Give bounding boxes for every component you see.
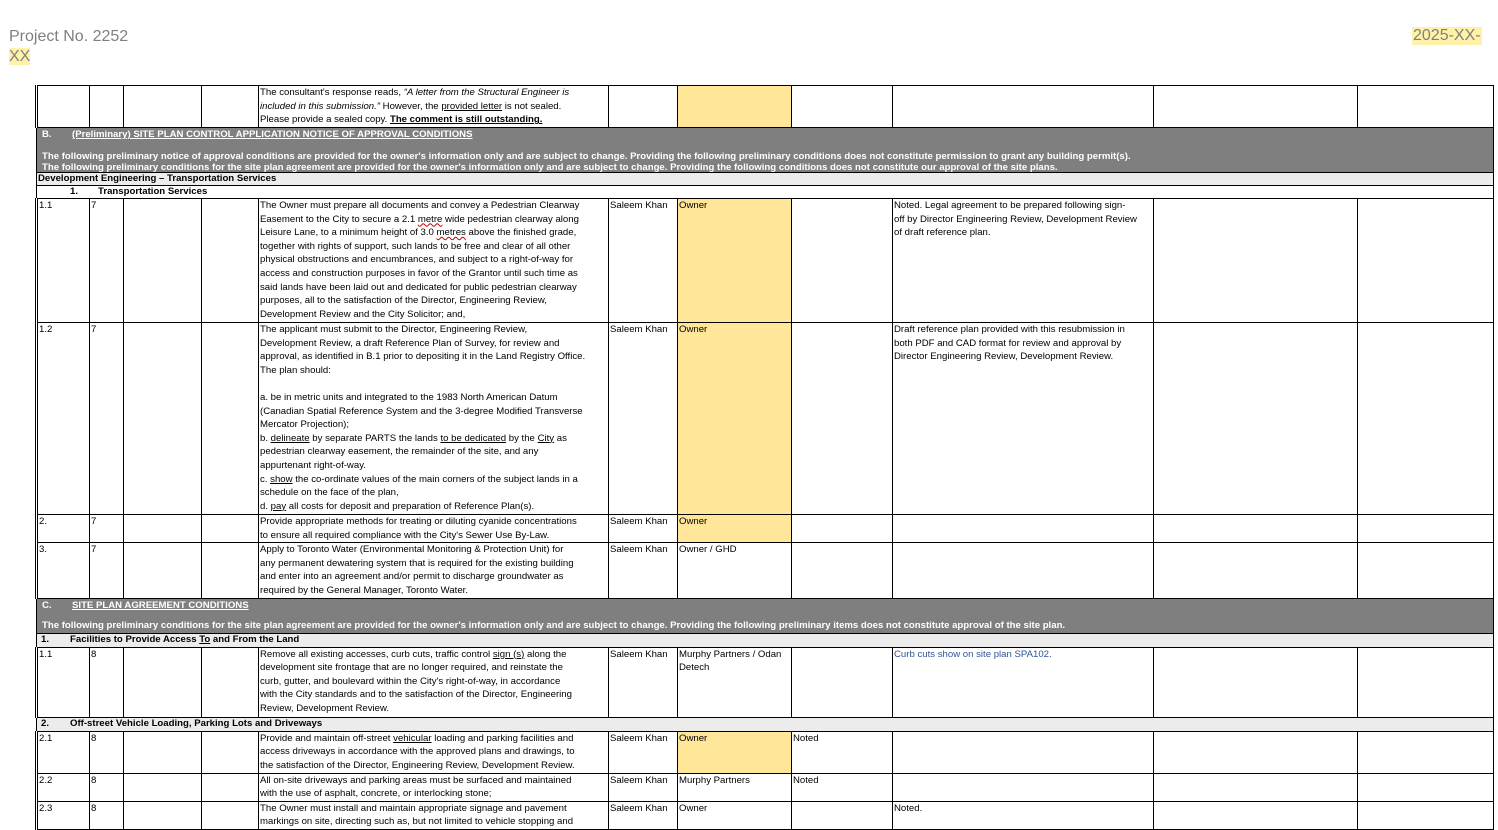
cell	[792, 515, 893, 543]
section-title: SITE PLAN AGREEMENT CONDITIONS	[72, 599, 249, 611]
subheading-row	[37, 717, 1494, 731]
reviewer-cell: Saleem Khan	[609, 801, 678, 829]
page-ref: 8	[90, 801, 124, 829]
cell	[1154, 773, 1358, 801]
comment-table	[35, 85, 1494, 830]
cell	[202, 86, 259, 128]
response-cell[interactable]	[893, 731, 1154, 773]
response-cell[interactable]: Noted.	[893, 801, 1154, 829]
comment-cell[interactable]: All on-site driveways and parking areas must be surfaced and maintained with the use of asphalt, concrete, or interlocking stone;	[259, 773, 609, 801]
comment-cell[interactable]: Remove all existing accesses, curb cuts, traffic control sign (s) along the development site frontage that are no longer required, and reinstate the curb, gutter, and boulevard within the City's right-of-way, in accordance with the City standards and to the satisfaction of the Director, Engineering Review, Development Review.	[259, 647, 609, 717]
cell	[202, 731, 259, 773]
cell	[1358, 647, 1494, 717]
page-ref: 7	[90, 199, 124, 323]
table-row	[37, 731, 1494, 773]
status-cell: Noted	[792, 731, 893, 773]
cell	[124, 647, 202, 717]
date-placeholder: 2025-XX-	[1413, 27, 1481, 44]
project-number-text: Project No. 2252	[9, 28, 129, 45]
section-band	[37, 598, 1494, 633]
table-row	[37, 543, 1494, 598]
cell	[124, 773, 202, 801]
response-cell[interactable]	[893, 773, 1154, 801]
responsibility-cell[interactable]: Murphy Partners	[678, 773, 792, 801]
table-row	[37, 323, 1494, 515]
section-b-cell	[37, 128, 1494, 173]
comment-cell[interactable]: Apply to Toronto Water (Environmental Monitoring & Protection Unit) for any permanent dewatering system that is required for the existing building and enter into an agreement and/or permit to discharge groundwater as required by the General Manager, Toronto Water.	[259, 543, 609, 598]
comment-cell[interactable]: Provide and maintain off-street vehicular loading and parking facilities and access driveways in accordance with the approved plans and drawings, to the satisfaction of the Director, Engineering Review, Development Review.	[259, 731, 609, 773]
cell	[792, 86, 893, 128]
cell	[1358, 199, 1494, 323]
section-note: The following preliminary conditions for the site plan agreement are provided for the owner's information only and are subject to change. Providing the following conditions does not constitute our approval of the site plans.	[42, 162, 1058, 172]
cell	[124, 543, 202, 598]
cell	[37, 86, 90, 128]
reviewer-cell: Saleem Khan	[609, 731, 678, 773]
cell	[1154, 323, 1358, 515]
comment-cell[interactable]: The Owner must install and maintain appropriate signage and pavement markings on site, directing such as, but not limited to vehicle stopping and	[259, 801, 609, 829]
cell	[124, 801, 202, 829]
section-c-cell	[37, 598, 1494, 633]
reviewer-cell: Saleem Khan	[609, 773, 678, 801]
reviewer-cell: Saleem Khan	[609, 323, 678, 515]
subheading-row	[37, 633, 1494, 647]
cell	[202, 801, 259, 829]
cell	[1154, 731, 1358, 773]
cell	[792, 323, 893, 515]
cell	[1154, 86, 1358, 128]
response-cell[interactable]: Curb cuts show on site plan SPA102.	[893, 647, 1154, 717]
cell	[1154, 515, 1358, 543]
cell	[893, 86, 1154, 128]
cell	[202, 199, 259, 323]
responsibility-cell[interactable]: Owner	[678, 323, 792, 515]
response-cell[interactable]: Draft reference plan provided with this resubmission in both PDF and CAD format for review and approval by Director Engineering Review, Development Review.	[893, 323, 1154, 515]
comment-cell[interactable]: The consultant's response reads, “A letter from the Structural Engineer is included in this submission.” However, the provided letter is not sealed. Please provide a sealed copy. The comment is still outstanding.	[259, 86, 609, 128]
item-number: 2.1	[37, 731, 90, 773]
cell	[609, 86, 678, 128]
cell	[1154, 647, 1358, 717]
subheading-row	[37, 173, 1494, 186]
item-number: 3.	[37, 543, 90, 598]
cell	[90, 86, 124, 128]
cell	[792, 647, 893, 717]
page-ref: 7	[90, 543, 124, 598]
cell	[1154, 543, 1358, 598]
item-number: 2.2	[37, 773, 90, 801]
table-row	[37, 199, 1494, 323]
cell	[124, 86, 202, 128]
responsibility-cell[interactable]: Owner	[678, 199, 792, 323]
table-row	[37, 515, 1494, 543]
section-title: (Preliminary) SITE PLAN CONTROL APPLICATION NOTICE OF APPROVAL CONDITIONS	[72, 129, 473, 140]
cell	[792, 543, 893, 598]
cell	[1358, 323, 1494, 515]
comment-cell[interactable]: Provide appropriate methods for treating or diluting cyanide concentrations to ensure all required compliance with the City's Sewer Use By-Law.	[259, 515, 609, 543]
cell	[202, 543, 259, 598]
cell	[1358, 731, 1494, 773]
page-ref: 7	[90, 323, 124, 515]
status-cell: Noted	[792, 773, 893, 801]
page-ref: 8	[90, 773, 124, 801]
responsibility-cell[interactable]: Owner	[678, 801, 792, 829]
cell	[202, 323, 259, 515]
cell	[124, 323, 202, 515]
table-row	[37, 647, 1494, 717]
table-row	[37, 801, 1494, 829]
responsibility-cell[interactable]: Owner / GHD	[678, 543, 792, 598]
comment-table-wrapper	[35, 85, 1492, 830]
cell	[1154, 199, 1358, 323]
reviewer-cell: Saleem Khan	[609, 199, 678, 323]
cell	[1358, 543, 1494, 598]
subheading-transport: 1. Transportation Services	[37, 186, 1494, 199]
item-number: 1.2	[37, 323, 90, 515]
status-cell	[792, 801, 893, 829]
cell	[124, 515, 202, 543]
project-number	[9, 27, 128, 67]
cell	[1358, 801, 1494, 829]
responsibility-cell[interactable]: Murphy Partners / Odan Detech	[678, 647, 792, 717]
reviewer-cell: Saleem Khan	[609, 647, 678, 717]
cell	[202, 647, 259, 717]
item-number: 1.1	[37, 199, 90, 323]
subheading-row	[37, 186, 1494, 199]
cell	[1358, 773, 1494, 801]
cell	[1154, 801, 1358, 829]
section-letter: B.	[42, 129, 52, 140]
comment-cell[interactable]: The Owner must prepare all documents and convey a Pedestrian Clearway Easement to the City to secure a 2.1 metre wide pedestrian clearway along Leisure Lane, to a minimum height of 3.0 metres above the finished grade, together with rights of support, such lands to be free and clear of all other physical obstructions and encumbrances, and subject to a right-of-way for access and construction purposes in favor of the Grantor until such time as said lands have been laid out and dedicated for public pedestrian clearway purposes, all to the satisfaction of the Director, Engineering Review, Development Review and the City Solicitor; and,	[259, 199, 609, 323]
subheading-dev-eng: Development Engineering – Transportation Services	[37, 173, 1494, 186]
table-row	[37, 773, 1494, 801]
page-ref: 7	[90, 515, 124, 543]
page-ref: 8	[90, 647, 124, 717]
section-note: The following preliminary notice of approval conditions are provided for the owner's information only and are subject to change. Providing the following preliminary conditions does not constitute permission to grant any building permit(s).	[42, 150, 1131, 162]
date-wrap-text: XX	[9, 48, 31, 65]
cell	[202, 515, 259, 543]
section-band	[37, 128, 1494, 173]
reviewer-cell: Saleem Khan	[609, 543, 678, 598]
cell	[124, 199, 202, 323]
subheading-access: 1. Facilities to Provide Access To and From the Land	[37, 633, 1494, 647]
responsibility-cell[interactable]: Owner	[678, 731, 792, 773]
responsibility-cell[interactable]	[678, 86, 792, 128]
section-letter: C.	[42, 599, 52, 611]
response-cell[interactable]: Noted. Legal agreement to be prepared following sign- off by Director Engineering Review, Development Review of draft reference plan.	[893, 199, 1154, 323]
response-cell[interactable]	[893, 543, 1154, 598]
reviewer-cell: Saleem Khan	[609, 515, 678, 543]
comment-cell[interactable]: The applicant must submit to the Director, Engineering Review, Development Review, a draft Reference Plan of Survey, for review and approval, as identified in B.1 prior to depositing it in the Land Registry Office. The plan should: a. be in metric units and integrated to the 1983 North American Datum (Canadian Spatial Reference System and the 3-degree Modified Transverse Mercator Projection); b. delineate by separate PARTS the lands to be dedicated by the City as pedestrian clearway easement, the remainder of the site, and any appurtenant right-of-way. c. show the co-ordinate values of the main corners of the subject lands in a schedule on the face of the plan, d. pay all costs for deposit and preparation of Reference Plan(s).	[259, 323, 609, 515]
cell	[1358, 515, 1494, 543]
cell	[792, 199, 893, 323]
cell	[202, 773, 259, 801]
item-number: 2.3	[37, 801, 90, 829]
subheading-parking: 2. Off-street Vehicle Loading, Parking Lots and Driveways	[37, 717, 1494, 731]
cell	[1358, 86, 1494, 128]
response-cell[interactable]	[893, 515, 1154, 543]
table-row	[37, 86, 1494, 128]
page-ref: 8	[90, 731, 124, 773]
item-number: 2.	[37, 515, 90, 543]
section-note: The following preliminary conditions for the site plan agreement are provided for the owner's information only and are subject to change. Providing the following preliminary items does not constitute approval of the site plan.	[42, 620, 1066, 632]
item-number: 1.1	[37, 647, 90, 717]
cell	[124, 731, 202, 773]
responsibility-cell[interactable]: Owner	[678, 515, 792, 543]
